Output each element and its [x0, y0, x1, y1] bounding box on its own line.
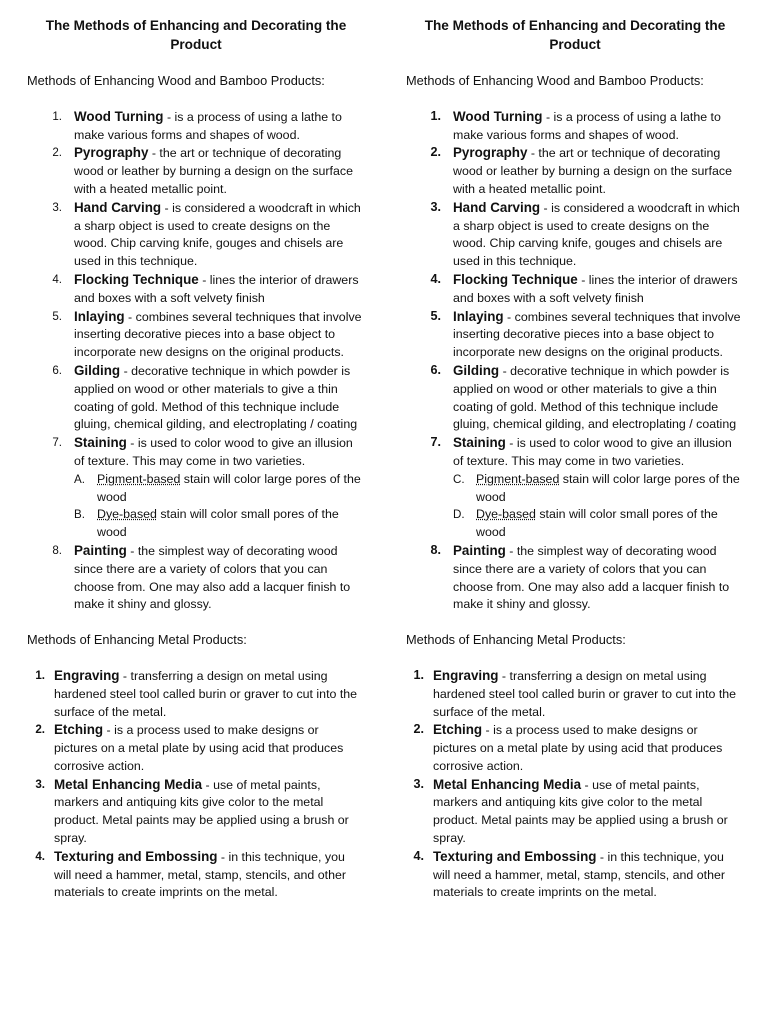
wood-method-item [27, 362, 365, 434]
item-number: 7. [430, 435, 441, 450]
metal-methods-list [406, 667, 744, 902]
wood-methods-list [27, 108, 365, 614]
variety-description: stain will color large pores of the wood [97, 471, 361, 504]
variety-description: stain will color small pores of the wood [476, 507, 718, 540]
metal-method-item [27, 848, 365, 902]
item-number: 8. [52, 543, 62, 557]
variety-letter: A. [74, 472, 85, 486]
method-term: Gilding [74, 362, 121, 378]
variety-term: Pigment-based [476, 471, 560, 486]
method-description: - is considered a woodcraft in which a sharp object is used to create designs on the wood. Chip carving knife, gouges and chisels are used in this technique. [453, 200, 740, 269]
item-number: 1. [35, 668, 45, 682]
metal-method-item [406, 721, 744, 775]
wood-method-item [406, 271, 744, 308]
wood-method-item [27, 434, 365, 542]
staining-variety-item [453, 471, 744, 507]
method-description: - transferring a design on metal using hardened steel tool called burin or graver to cut into the surface of the metal. [433, 668, 737, 719]
item-number: 3. [430, 199, 441, 214]
item-number: 2. [430, 145, 441, 160]
staining-variety-item [453, 506, 744, 542]
item-number: 4. [52, 272, 62, 286]
item-number: 4. [413, 848, 424, 863]
metal-method-item [406, 667, 744, 721]
wood-method-item [27, 271, 365, 308]
variety-description: stain will color large pores of the wood [476, 471, 740, 504]
method-description: - the art or technique of decorating wood or leather by burning a design on the surface with a heated metallic point. [453, 146, 732, 196]
metal-method-item [406, 776, 744, 848]
method-term: Hand Carving [453, 199, 541, 215]
item-number: 2. [413, 722, 424, 737]
wood-method-item [406, 108, 744, 145]
wood-method-item [27, 308, 365, 362]
item-number: 8. [430, 542, 441, 557]
method-description: - the simplest way of decorating wood since there are a variety of colors that you can choose from. One may also add a lacquer finish to make it shiny and glossy. [453, 543, 730, 612]
method-term: Inlaying [453, 308, 504, 324]
metal-method-item [406, 848, 744, 902]
staining-varieties-list [74, 471, 365, 542]
method-description: - lines the interior of drawers and boxes with a soft velvety finish [453, 272, 738, 305]
metal-method-item [27, 776, 365, 848]
wood-method-item [27, 542, 365, 614]
method-description: - transferring a design on metal using hardened steel tool called burin or graver to cut into the surface of the metal. [54, 668, 358, 719]
method-description: - is used to color wood to give an illusion of texture. This may come in two varieties. [453, 436, 732, 468]
method-term: Wood Turning [453, 108, 543, 124]
method-description: - decorative technique in which powder is applied on wood or other materials to give a thin coating of gold. Method of this technique include gluing, chemical gilding, and electroplating / coating [74, 363, 358, 432]
method-description: - in this technique, you will need a hammer, metal, stamp, stencils, and other materials to create imprints on the metal. [433, 849, 726, 900]
method-term: Etching [54, 722, 104, 738]
item-number: 4. [35, 849, 45, 863]
item-number: 4. [430, 271, 441, 286]
wood-method-item [27, 108, 365, 145]
method-term: Engraving [54, 667, 120, 683]
method-term: Wood Turning [74, 108, 164, 124]
method-description: - is considered a woodcraft in which a sharp object is used to create designs on the wood. Chip carving knife, gouges and chisels are used in this technique. [74, 200, 361, 269]
wood-method-item [406, 144, 744, 198]
method-description: - combines several techniques that involve inserting decorative pieces into a base object to incorporate new designs on the original products. [453, 309, 741, 360]
item-number: 2. [52, 146, 62, 160]
method-term: Metal Enhancing Media [54, 776, 203, 792]
wood-section-heading: Methods of Enhancing Wood and Bamboo Products: [27, 73, 325, 88]
method-description: - use of metal paints, markers and antiquing kits give color to the metal product. Metal paints may be applied using a brush or spray. [433, 777, 728, 846]
metal-methods-list [27, 667, 365, 902]
method-term: Painting [453, 542, 506, 558]
variety-description: stain will color small pores of the wood [97, 507, 339, 540]
method-term: Staining [453, 435, 506, 451]
variety-term: Dye-based [476, 507, 536, 522]
metal-method-item [27, 667, 365, 721]
item-number: 3. [52, 200, 62, 214]
variety-term: Pigment-based [97, 471, 181, 486]
method-description: - is a process used to make designs or pictures on a metal plate by using acid that produces corrosive action. [54, 723, 344, 773]
method-term: Painting [74, 542, 127, 558]
item-number: 1. [430, 108, 441, 123]
method-description: - the simplest way of decorating wood since there are a variety of colors that you can choose from. One may also add a lacquer finish to make it shiny and glossy. [74, 543, 351, 612]
item-number: 3. [35, 777, 45, 791]
method-description: - is used to color wood to give an illusion of texture. This may come in two varieties. [74, 436, 353, 468]
method-term: Engraving [433, 667, 499, 683]
wood-method-item [27, 199, 365, 271]
method-description: - is a process used to make designs or pictures on a metal plate by using acid that produces corrosive action. [433, 723, 723, 773]
wood-method-item [27, 144, 365, 198]
method-term: Inlaying [74, 308, 125, 324]
wood-method-item [406, 199, 744, 271]
method-description: - combines several techniques that involve inserting decorative pieces into a base object to incorporate new designs on the original products. [74, 309, 362, 360]
method-description: - lines the interior of drawers and boxes with a soft velvety finish [74, 272, 359, 305]
method-term: Metal Enhancing Media [433, 776, 582, 792]
method-term: Texturing and Embossing [433, 848, 597, 864]
method-term: Etching [433, 722, 483, 738]
metal-section-heading: Methods of Enhancing Metal Products: [406, 632, 626, 648]
method-term: Flocking Technique [74, 271, 199, 287]
method-term: Staining [74, 435, 127, 451]
column-right [406, 16, 744, 902]
method-term: Pyrography [74, 145, 149, 161]
item-number: 5. [52, 309, 62, 323]
staining-variety-item [74, 471, 365, 507]
method-term: Hand Carving [74, 199, 162, 215]
method-description: - is a process of using a lathe to make various forms and shapes of wood. [74, 109, 342, 142]
method-term: Gilding [453, 362, 500, 378]
item-number: 6. [430, 362, 441, 377]
wood-method-item [406, 542, 744, 614]
wood-section-heading: Methods of Enhancing Wood and Bamboo Products: [406, 73, 704, 88]
variety-letter: D. [453, 508, 465, 522]
method-term: Flocking Technique [453, 271, 578, 287]
method-description: - is a process of using a lathe to make various forms and shapes of wood. [453, 109, 721, 142]
item-number: 1. [413, 667, 424, 682]
page-title: The Methods of Enhancing and Decorating the Product [424, 18, 726, 52]
metal-method-item [27, 721, 365, 775]
metal-section-heading: Methods of Enhancing Metal Products: [27, 632, 247, 648]
item-number: 6. [52, 363, 62, 377]
wood-method-item [406, 362, 744, 434]
wood-method-item [406, 308, 744, 362]
variety-term: Dye-based [97, 507, 157, 522]
method-description: - in this technique, you will need a hammer, metal, stamp, stencils, and other materials to create imprints on the metal. [54, 849, 347, 900]
method-term: Pyrography [453, 145, 528, 161]
item-number: 5. [430, 308, 441, 323]
method-description: - the art or technique of decorating wood or leather by burning a design on the surface with a heated metallic point. [74, 146, 353, 196]
variety-letter: B. [74, 508, 85, 522]
staining-varieties-list [453, 471, 744, 542]
method-term: Texturing and Embossing [54, 848, 218, 864]
item-number: 7. [52, 436, 62, 450]
column-left [27, 16, 365, 902]
page-title: The Methods of Enhancing and Decorating the Product [45, 18, 347, 52]
wood-methods-list [406, 108, 744, 614]
item-number: 1. [52, 109, 62, 123]
item-number: 3. [413, 776, 424, 791]
method-description: - decorative technique in which powder is applied on wood or other materials to give a thin coating of gold. Method of this technique include gluing, chemical gilding, and electroplating / coating [453, 363, 737, 432]
variety-letter: C. [453, 472, 465, 486]
method-description: - use of metal paints, markers and antiquing kits give color to the metal product. Metal paints may be applied using a brush or spray. [54, 777, 349, 846]
staining-variety-item [74, 506, 365, 542]
wood-method-item [406, 434, 744, 542]
item-number: 2. [35, 723, 45, 737]
